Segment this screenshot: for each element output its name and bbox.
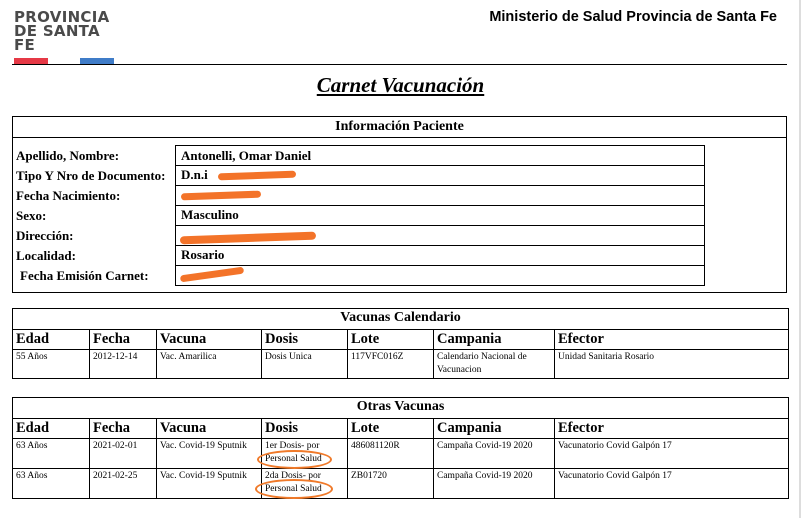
cell-lote: 117VFC016Z [348, 350, 434, 379]
cell-fecha: 2021-02-25 [90, 469, 157, 499]
patient-section-title: Información Paciente [335, 119, 464, 134]
table-row [13, 469, 789, 499]
annotation-circle-dose-1 [257, 450, 332, 469]
col-vacuna: Vacuna [157, 419, 262, 439]
calendar-vaccines-table [12, 308, 789, 379]
col-fecha: Fecha [90, 419, 157, 439]
other-section-title: Otras Vacunas [13, 398, 789, 419]
other-header-row [13, 419, 789, 439]
col-dosis: Dosis [262, 330, 348, 350]
logo-line-1: PROVINCIA [14, 8, 110, 26]
value-document: D.n.i [175, 165, 705, 186]
cell-edad: 63 Años [13, 439, 90, 469]
cell-vacuna: Vac. Covid-19 Sputnik [157, 469, 262, 499]
header-divider [12, 64, 787, 65]
cell-efector: Unidad Sanitaria Rosario [555, 350, 789, 379]
label-issue-date: Fecha Emisión Carnet: [20, 268, 149, 283]
col-lote: Lote [348, 419, 434, 439]
label-locality: Localidad: [16, 248, 76, 263]
col-efector: Efector [555, 419, 789, 439]
cell-vacuna: Vac. Amarilica [157, 350, 262, 379]
label-address: Dirección: [16, 228, 74, 243]
table-row [13, 350, 789, 379]
cell-campania: Campaña Covid-19 2020 [434, 439, 555, 469]
label-document: Tipo Y Nro de Documento: [16, 168, 166, 183]
cell-edad: 55 Años [13, 350, 90, 379]
label-birthdate: Fecha Nacimiento: [16, 188, 121, 203]
cell-vacuna: Vac. Covid-19 Sputnik [157, 439, 262, 469]
label-sex: Sexo: [16, 208, 47, 223]
calendar-header-row [13, 330, 789, 350]
document-title: Carnet Vacunación [316, 73, 485, 97]
cell-lote: ZB01720 [348, 469, 434, 499]
col-edad: Edad [13, 419, 90, 439]
table-row [13, 439, 789, 469]
logo-line-2: DE SANTA FE [14, 22, 100, 54]
cell-dosis: Dosis Unica [262, 350, 348, 379]
cell-efector: Vacunatorio Covid Galpón 17 [555, 469, 789, 499]
cell-efector: Vacunatorio Covid Galpón 17 [555, 439, 789, 469]
cell-edad: 63 Años [13, 469, 90, 499]
col-lote: Lote [348, 330, 434, 350]
annotation-circle-dose-2 [255, 479, 333, 499]
value-issue-date [175, 265, 705, 286]
col-fecha: Fecha [90, 330, 157, 350]
cell-dosis: 2da Dosis- por Personal Salud [262, 469, 348, 499]
col-edad: Edad [13, 330, 90, 350]
value-name: Antonelli, Omar Daniel [175, 145, 705, 166]
label-name: Apellido, Nombre: [16, 148, 120, 163]
cell-lote: 486081120R [348, 439, 434, 469]
ministry-name: Ministerio de Salud Provincia de Santa Fe [489, 9, 777, 25]
value-sex: Masculino [175, 205, 705, 226]
col-campania: Campania [434, 419, 555, 439]
cell-campania: Campaña Covid-19 2020 [434, 469, 555, 499]
province-logo [14, 10, 119, 66]
patient-section-header [12, 116, 787, 138]
other-vaccines-table [12, 397, 789, 499]
col-campania: Campania [434, 330, 555, 350]
cell-campania: Calendario Nacional de Vacunacion [434, 350, 555, 379]
cell-fecha: 2021-02-01 [90, 439, 157, 469]
col-efector: Efector [555, 330, 789, 350]
value-locality: Rosario [175, 245, 705, 266]
col-dosis: Dosis [262, 419, 348, 439]
cell-fecha: 2012-12-14 [90, 350, 157, 379]
col-vacuna: Vacuna [157, 330, 262, 350]
cell-dosis: 1er Dosis- por Personal Salud [262, 439, 348, 469]
calendar-section-title: Vacunas Calendario [13, 309, 789, 330]
